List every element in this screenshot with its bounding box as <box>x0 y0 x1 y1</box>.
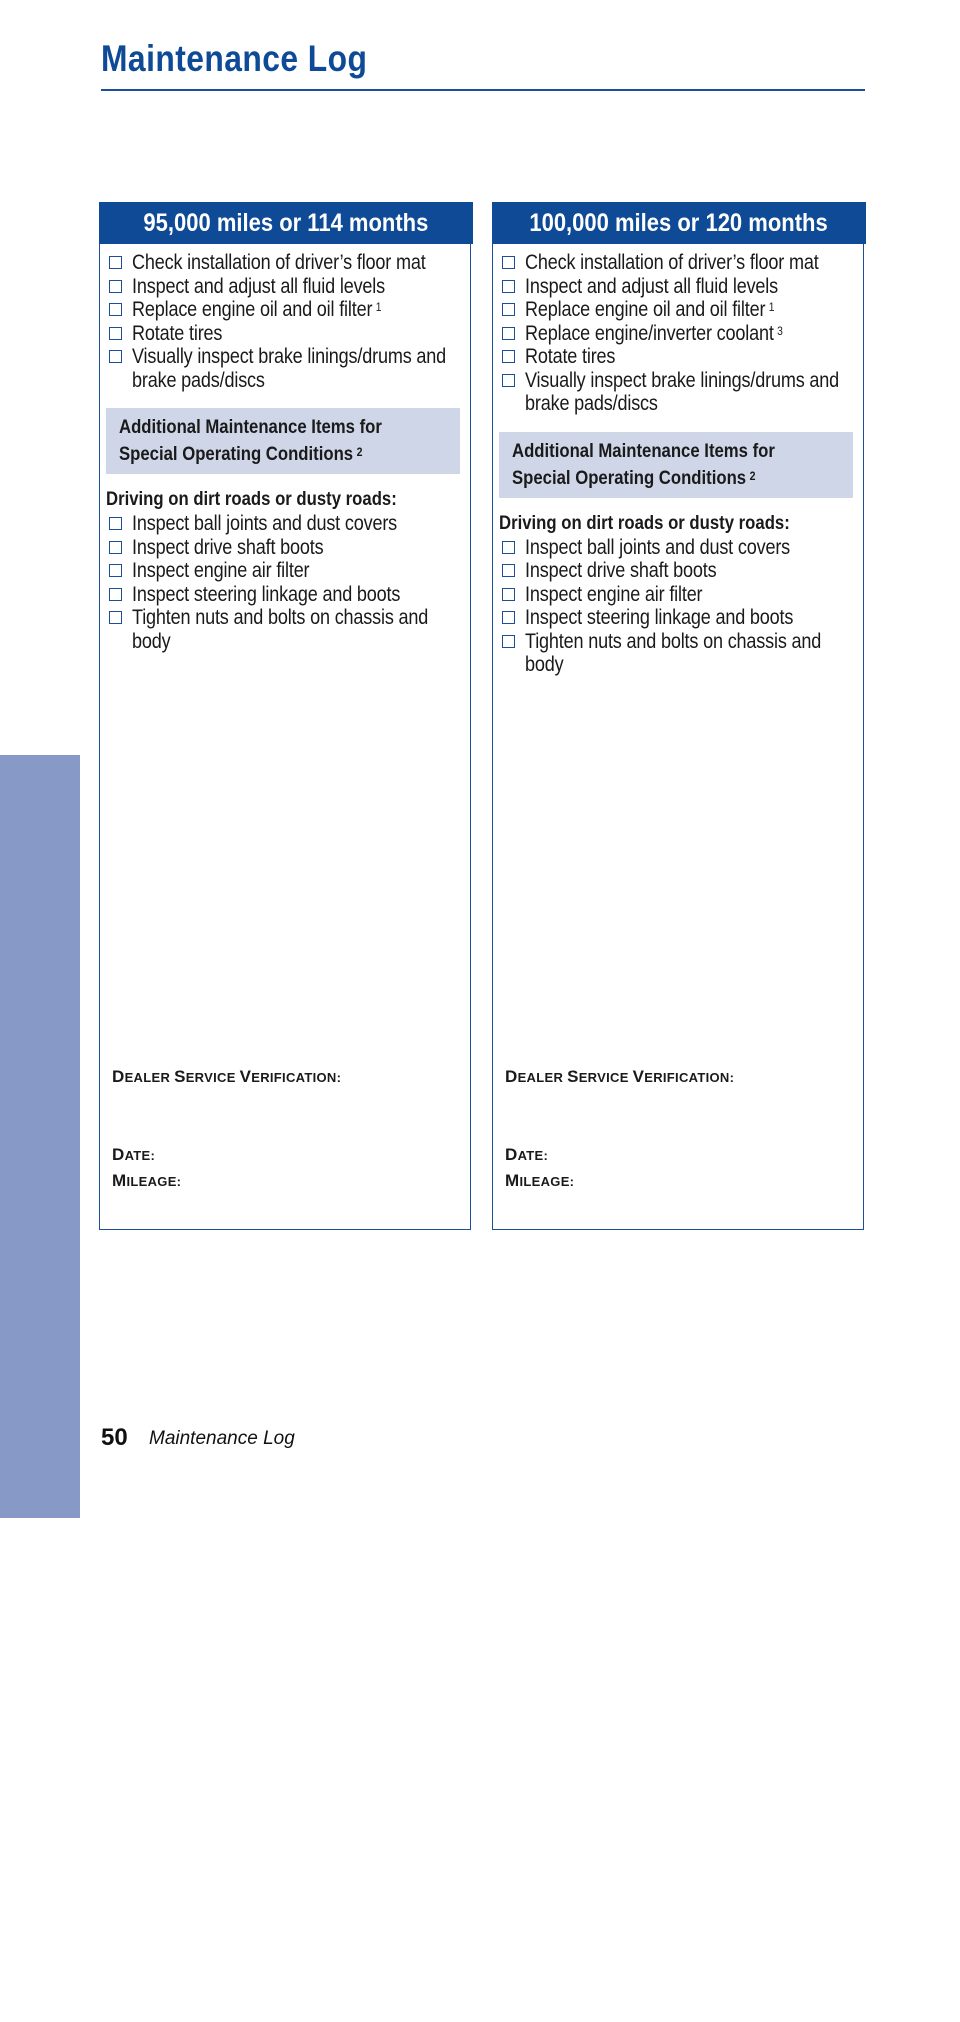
page-title: Maintenance Log <box>101 38 368 79</box>
dealer-verification-label: DEALER SERVICE VERIFICATION: <box>112 1067 342 1086</box>
footnote-ref: 3 <box>777 323 783 338</box>
checkbox[interactable] <box>502 280 515 293</box>
maintenance-interval-card <box>99 202 471 1230</box>
checklist-item: Replace engine oil and oil filter $^1$ <box>104 298 466 322</box>
checklist-item: Visually inspect brake linings/drums and brake pads/discs <box>104 345 466 392</box>
side-tab-label: MAINTENANCE <box>22 1759 57 2022</box>
interval-header: 100,000 miles or 120 months <box>492 202 866 244</box>
checklist-item: Rotate tires <box>497 345 859 369</box>
checkbox[interactable] <box>109 256 122 269</box>
mileage-label: MILEAGE: <box>505 1171 575 1190</box>
interval-header: 95,000 miles or 114 months <box>99 202 473 244</box>
checklist-item: Replace engine/inverter coolant $^3$ <box>497 322 859 346</box>
checklist-item: Check installation of driver’s floor mat <box>104 251 466 275</box>
checkbox[interactable] <box>109 541 122 554</box>
checkbox[interactable] <box>502 327 515 340</box>
date-label: DATE: <box>505 1145 549 1164</box>
checklist-item: Replace engine oil and oil filter $^1$ <box>497 298 859 322</box>
maintenance-checklist <box>104 251 466 392</box>
footnote-ref: 2 <box>356 445 363 459</box>
footer-section-title: Maintenance Log <box>149 1428 295 1449</box>
footnote-ref: 1 <box>375 300 382 314</box>
checkbox[interactable] <box>109 564 122 577</box>
checkbox[interactable] <box>109 588 122 601</box>
footnote-ref: 2 <box>749 468 756 483</box>
checklist-item: Inspect drive shaft boots <box>497 559 859 583</box>
mileage-label: MILEAGE: <box>112 1171 182 1190</box>
maintenance-checklist <box>497 251 859 416</box>
card-content <box>104 251 466 653</box>
checklist-item: Inspect steering linkage and boots <box>104 583 466 607</box>
additional-items-box: Additional Maintenance Items for Special Operating Conditions $^2$ <box>499 432 853 498</box>
checkbox[interactable] <box>109 517 122 530</box>
checklist-item: Inspect ball joints and dust covers <box>104 512 466 536</box>
page-number: 50 <box>101 1424 128 1451</box>
card-content <box>497 251 859 677</box>
checkbox[interactable] <box>502 374 515 387</box>
checkbox[interactable] <box>109 303 122 316</box>
checklist-item: Inspect and adjust all fluid levels <box>497 275 859 299</box>
title-divider <box>101 89 865 91</box>
checkbox[interactable] <box>502 541 515 554</box>
checklist-item: Inspect engine air filter <box>497 583 859 607</box>
section-side-tab <box>0 755 80 2022</box>
checklist-item: Tighten nuts and bolts on chassis and body <box>104 606 466 653</box>
dealer-verification-label: DEALER SERVICE VERIFICATION: <box>505 1067 735 1086</box>
checkbox[interactable] <box>109 280 122 293</box>
checkbox[interactable] <box>502 350 515 363</box>
checklist-item: Inspect drive shaft boots <box>104 536 466 560</box>
checkbox[interactable] <box>502 564 515 577</box>
additional-items-box: Additional Maintenance Items for Special Operating Conditions $^2$ <box>106 408 460 474</box>
checkbox[interactable] <box>502 611 515 624</box>
checklist-item: Check installation of driver’s floor mat <box>497 251 859 275</box>
checkbox[interactable] <box>109 350 122 363</box>
checkbox[interactable] <box>502 635 515 648</box>
checkbox[interactable] <box>109 611 122 624</box>
driving-conditions-label: Driving on dirt roads or dusty roads: <box>106 489 397 510</box>
checklist-item: Inspect steering linkage and boots <box>497 606 859 630</box>
checklist-item: Inspect and adjust all fluid levels <box>104 275 466 299</box>
checkbox[interactable] <box>502 303 515 316</box>
special-conditions-checklist <box>497 536 859 677</box>
checklist-item: Visually inspect brake linings/drums and brake pads/discs <box>497 369 859 416</box>
checklist-item: Inspect ball joints and dust covers <box>497 536 859 560</box>
checklist-item: Inspect engine air filter <box>104 559 466 583</box>
date-label: DATE: <box>112 1145 156 1164</box>
checkbox[interactable] <box>502 256 515 269</box>
maintenance-interval-card <box>492 202 864 1230</box>
footnote-ref: 1 <box>768 300 775 314</box>
special-conditions-checklist <box>104 512 466 653</box>
checklist-item: Rotate tires <box>104 322 466 346</box>
checkbox[interactable] <box>502 588 515 601</box>
driving-conditions-label: Driving on dirt roads or dusty roads: <box>499 512 790 534</box>
checkbox[interactable] <box>109 327 122 340</box>
checklist-item: Tighten nuts and bolts on chassis and body <box>497 630 859 677</box>
